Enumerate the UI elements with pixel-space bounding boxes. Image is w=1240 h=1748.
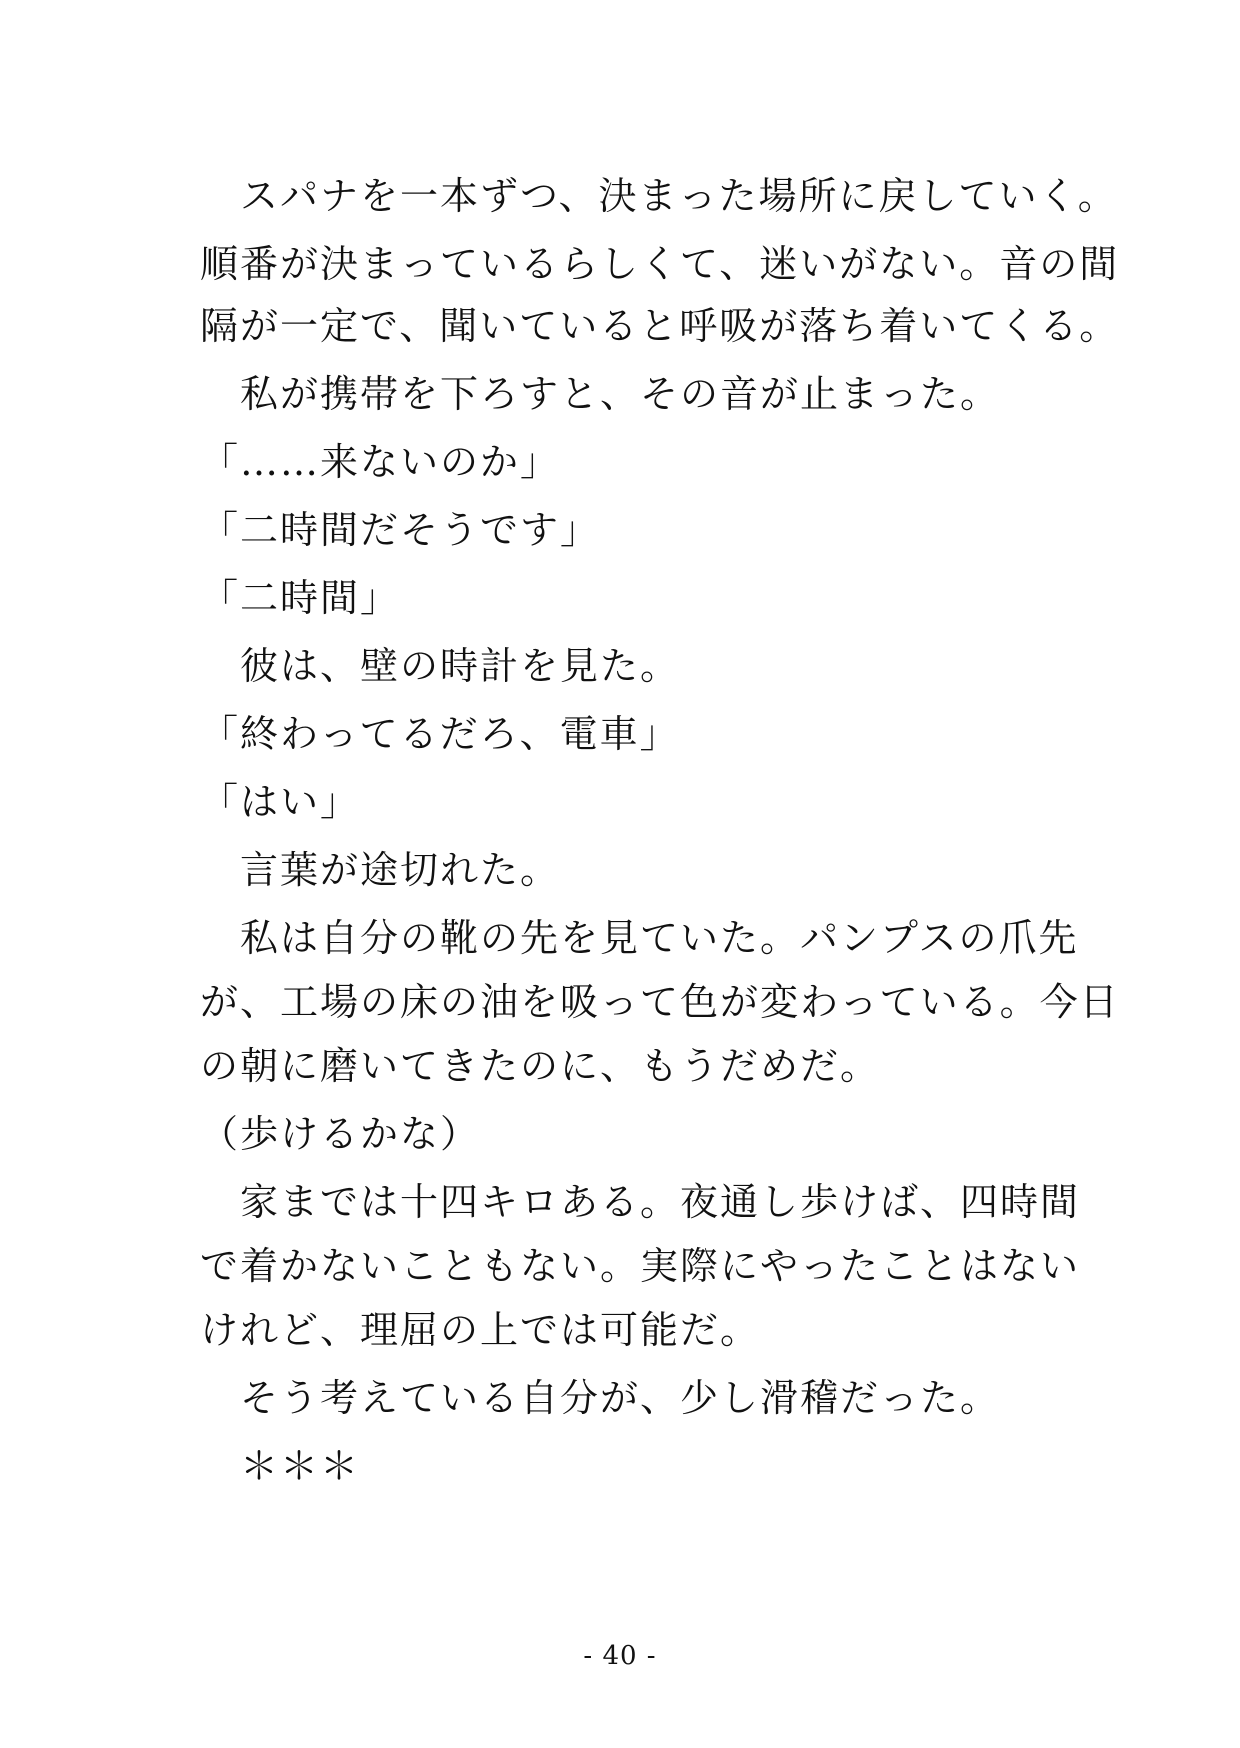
thought-line: （歩けるかな）	[200, 1112, 481, 1156]
page-number: - 40 -	[583, 1641, 657, 1671]
body-line: 私が携帯を下ろすと、その音が止まった。	[200, 372, 1001, 416]
body-line: 家までは十四キロある。夜通し歩けば、四時間	[200, 1180, 1081, 1224]
dialogue-line: 「終わってるだろ、電車」	[200, 712, 680, 756]
body-line: 隔が一定で、聞いていると呼吸が落ち着いてくる。	[200, 304, 1120, 348]
body-line: 順番が決まっているらしくて、迷いがない。音の間	[200, 242, 1120, 286]
body-line: が、工場の床の油を吸って色が変わっている。今日	[200, 980, 1120, 1024]
body-line: で着かないこともない。実際にやったことはない	[200, 1244, 1081, 1288]
dialogue-line: 「……来ないのか」	[200, 440, 561, 484]
body-line: 私は自分の靴の先を見ていた。パンプスの爪先	[200, 916, 1079, 960]
scene-break: ＊＊＊	[200, 1444, 361, 1488]
dialogue-line: 「二時間だそうです」	[200, 508, 601, 552]
dialogue-line: 「はい」	[200, 780, 361, 824]
body-line: 言葉が途切れた。	[200, 848, 561, 892]
body-line: 彼は、壁の時計を見た。	[200, 644, 681, 688]
body-line: けれど、理屈の上では可能だ。	[200, 1308, 761, 1352]
body-line: の朝に磨いてきたのに、もうだめだ。	[200, 1044, 881, 1088]
body-line: スパナを一本ずつ、決まった場所に戻していく。	[200, 174, 1118, 218]
body-line: そう考えている自分が、少し滑稽だった。	[200, 1376, 1001, 1420]
dialogue-line: 「二時間」	[200, 576, 401, 620]
